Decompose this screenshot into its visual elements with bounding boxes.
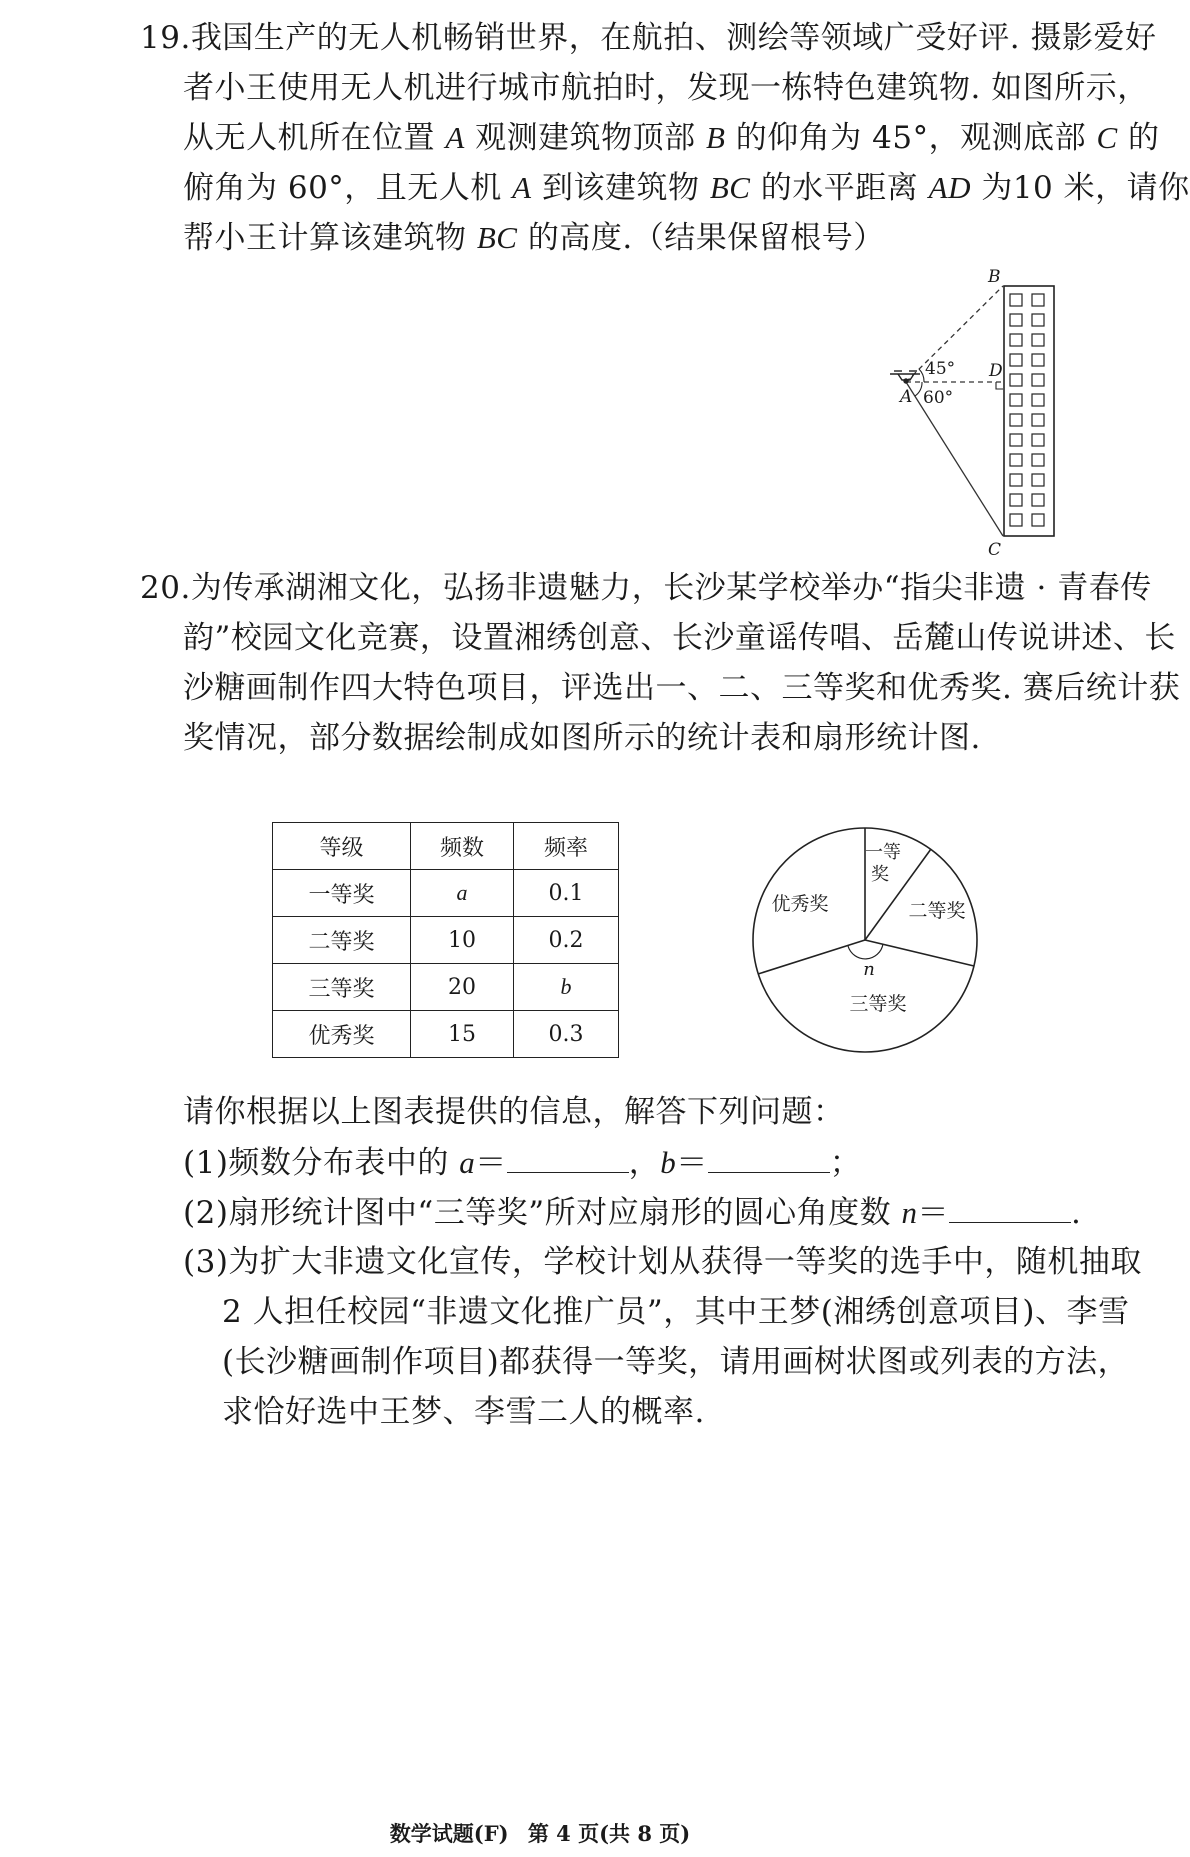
frequency-table (272, 822, 619, 1058)
q20-part-2: (2)扇形统计图中“三等奖”所对应扇形的圆心角度数 n＝ . (183, 1192, 1081, 1233)
angle-arc-60 (915, 382, 922, 396)
building-window (1010, 374, 1022, 386)
q19-line-2: 者小王使用无人机进行城市航拍时，发现一栋特色建筑物. 如图所示， (183, 70, 1149, 106)
answer-blank-b[interactable] (708, 1142, 830, 1173)
q20-line-4: 奖情况，部分数据绘制成如图所示的统计表和扇形统计图. (183, 720, 981, 756)
q19-line-3: 从无人机所在位置 A 观测建筑物顶部 B 的仰角为 45°，观测底部 C 的 (183, 120, 1160, 156)
label-A: A (900, 387, 913, 407)
q19-number: 19. (140, 20, 191, 56)
table-header-cell: 频率 (514, 823, 619, 870)
table-cell: 三等奖 (273, 964, 411, 1011)
building-window (1010, 474, 1022, 486)
table-cell: 10 (411, 917, 514, 964)
table-row (273, 870, 619, 917)
table-cell: 0.1 (514, 870, 619, 917)
building-window (1010, 354, 1022, 366)
angle-label-60: 60° (923, 388, 954, 408)
building-window (1010, 414, 1022, 426)
table-cell: 15 (411, 1011, 514, 1058)
q19-line-4: 俯角为 60°，且无人机 A 到该建筑物 BC 的水平距离 AD 为10 米，请你 (183, 170, 1190, 206)
right-angle-mark (996, 382, 1003, 389)
table-cell: a (411, 870, 514, 917)
label-D: D (989, 361, 1003, 381)
building-window (1010, 454, 1022, 466)
q19-figure (880, 267, 1070, 560)
pie-label-excellent: 优秀奖 (771, 893, 829, 915)
angle-arc-45 (919, 369, 924, 382)
label-C: C (988, 540, 1002, 560)
q19-line-5: 帮小王计算该建筑物 BC 的高度.（结果保留根号） (183, 220, 885, 256)
building-window (1010, 434, 1022, 446)
building-window (1032, 374, 1044, 386)
pie-chart (745, 820, 985, 1060)
building-window (1010, 294, 1022, 306)
q20-number: 20. (140, 570, 191, 606)
label-B: B (988, 267, 1001, 287)
pie-label-third: 三等奖 (849, 993, 907, 1015)
building-window (1032, 494, 1044, 506)
building-window (1032, 294, 1044, 306)
pie-label-first-line1: 一等 (865, 842, 901, 863)
angle-arc-n (848, 944, 883, 959)
building-window (1032, 514, 1044, 526)
pie-label-second: 二等奖 (908, 900, 966, 922)
table-header-row (273, 823, 619, 870)
footer-page: 第 4 页(共 8 页) (527, 1821, 691, 1846)
building-window (1010, 514, 1022, 526)
line-AC (906, 382, 1003, 536)
building-window (1032, 354, 1044, 366)
building-window (1032, 334, 1044, 346)
pie-divider-fourth (758, 940, 865, 974)
table-cell: b (514, 964, 619, 1011)
building-window (1032, 314, 1044, 326)
table-cell: 二等奖 (273, 917, 411, 964)
building-windows (1010, 294, 1044, 526)
table-row (273, 1011, 619, 1058)
q20-prompt: 请你根据以上图表提供的信息，解答下列问题： (183, 1094, 845, 1130)
q20-part-3-line-1: (3)为扩大非遗文化宣传，学校计划从获得一等奖的选手中，随机抽取 (183, 1244, 1142, 1280)
table-row (273, 964, 619, 1011)
building-window (1032, 414, 1044, 426)
q20-part-3-line-2: 2 人担任校园“非遗文化推广员”，其中王梦(湘绣创意项目)、李雪 (222, 1294, 1130, 1330)
table-header-cell: 等级 (273, 823, 411, 870)
q20-line-3: 沙糖画制作四大特色项目，评选出一、二、三等奖和优秀奖. 赛后统计获 (183, 670, 1181, 706)
building-window (1032, 394, 1044, 406)
table-cell: 优秀奖 (273, 1011, 411, 1058)
q20-part-3-line-3: (长沙糖画制作项目)都获得一等奖，请用画树状图或列表的方法， (222, 1344, 1130, 1380)
table-header-cell: 频数 (411, 823, 514, 870)
pie-label-first-line2: 奖 (871, 864, 889, 885)
footer-subject: 数学试题(F) (389, 1821, 509, 1846)
table-cell: 0.2 (514, 917, 619, 964)
building-window (1010, 314, 1022, 326)
pie-divider-third (865, 940, 974, 966)
table-row (273, 917, 619, 964)
building-window (1032, 474, 1044, 486)
building-window (1010, 334, 1022, 346)
q20-line-2: 韵”校园文化竞赛，设置湘绣创意、长沙童谣传唱、岳麓山传说讲述、长 (183, 620, 1176, 656)
building-window (1010, 494, 1022, 506)
answer-blank-a[interactable] (507, 1142, 629, 1173)
q20-part-1: (1)频数分布表中的 a＝ ，b＝ ； (183, 1142, 861, 1183)
table-cell: 0.3 (514, 1011, 619, 1058)
q20-line-1: 20.为传承湖湘文化，弘扬非遗魅力，长沙某学校举办“指尖非遗 · 青春传 (140, 570, 1152, 606)
building-window (1032, 454, 1044, 466)
building-window (1032, 434, 1044, 446)
pie-angle-label-n: n (863, 959, 875, 980)
table-cell: 一等奖 (273, 870, 411, 917)
answer-blank-n[interactable] (949, 1192, 1071, 1223)
q19-line-1: 19.我国生产的无人机畅销世界，在航拍、测绘等领域广受好评. 摄影爱好 (140, 20, 1157, 56)
building (1004, 286, 1054, 536)
table-cell: 20 (411, 964, 514, 1011)
page-footer (0, 1818, 1080, 1848)
building-window (1010, 394, 1022, 406)
angle-label-45: 45° (925, 359, 956, 379)
q20-part-3-line-4: 求恰好选中王梦、李雪二人的概率. (222, 1394, 705, 1430)
